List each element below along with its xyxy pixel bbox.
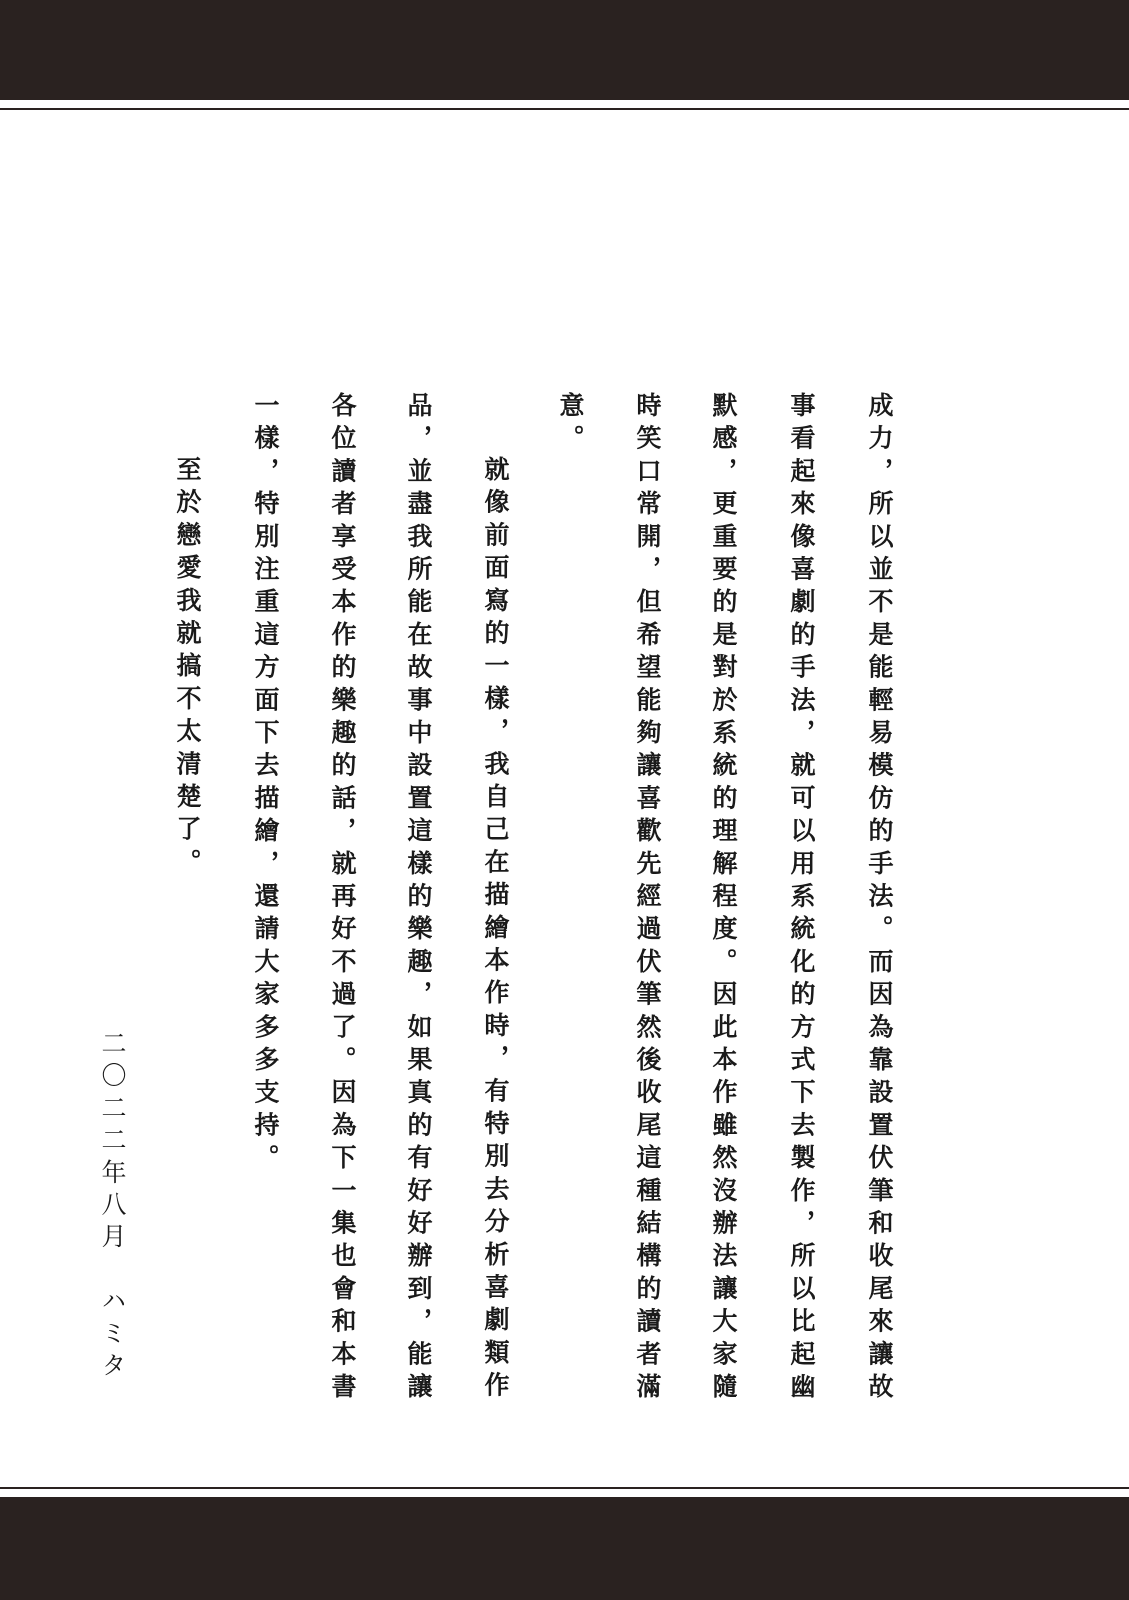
text-column-9: 一樣，特別注重這方面下去描繪，還請大家多多支持。 [251, 392, 280, 1177]
afterword-page [0, 110, 1129, 1487]
signature-date-author: 二〇二二年八月 ハミタ [98, 1030, 127, 1385]
text-column-5: 意。 [556, 392, 585, 458]
top-border-bar [0, 0, 1129, 100]
bottom-rule [0, 1487, 1129, 1489]
text-column-10: 至於戀愛我就搞不太清楚了。 [173, 456, 202, 882]
text-column-4: 時笑口常開，但希望能夠讓喜歡先經過伏筆然後收尾這種結構的讀者滿 [633, 392, 662, 1406]
text-column-3: 默感，更重要的是對於系統的理解程度。因此本作雖然沒辦法讓大家隨 [709, 392, 738, 1406]
text-column-8: 各位讀者享受本作的樂趣的話，就再好不過了。因為下一集也會和本書 [328, 392, 357, 1406]
text-column-1: 成力，所以並不是能輕易模仿的手法。而因為靠設置伏筆和收尾來讓故 [865, 392, 894, 1406]
bottom-border-bar [0, 1497, 1129, 1600]
text-column-2: 事看起來像喜劇的手法，就可以用系統化的方式下去製作，所以比起幽 [787, 392, 816, 1406]
text-column-7: 品，並盡我所能在故事中設置這樣的樂趣，如果真的有好好辦到，能讓 [404, 392, 433, 1406]
text-column-6: 就像前面寫的一樣，我自己在描繪本作時，有特別去分析喜劇類作 [481, 456, 510, 1405]
